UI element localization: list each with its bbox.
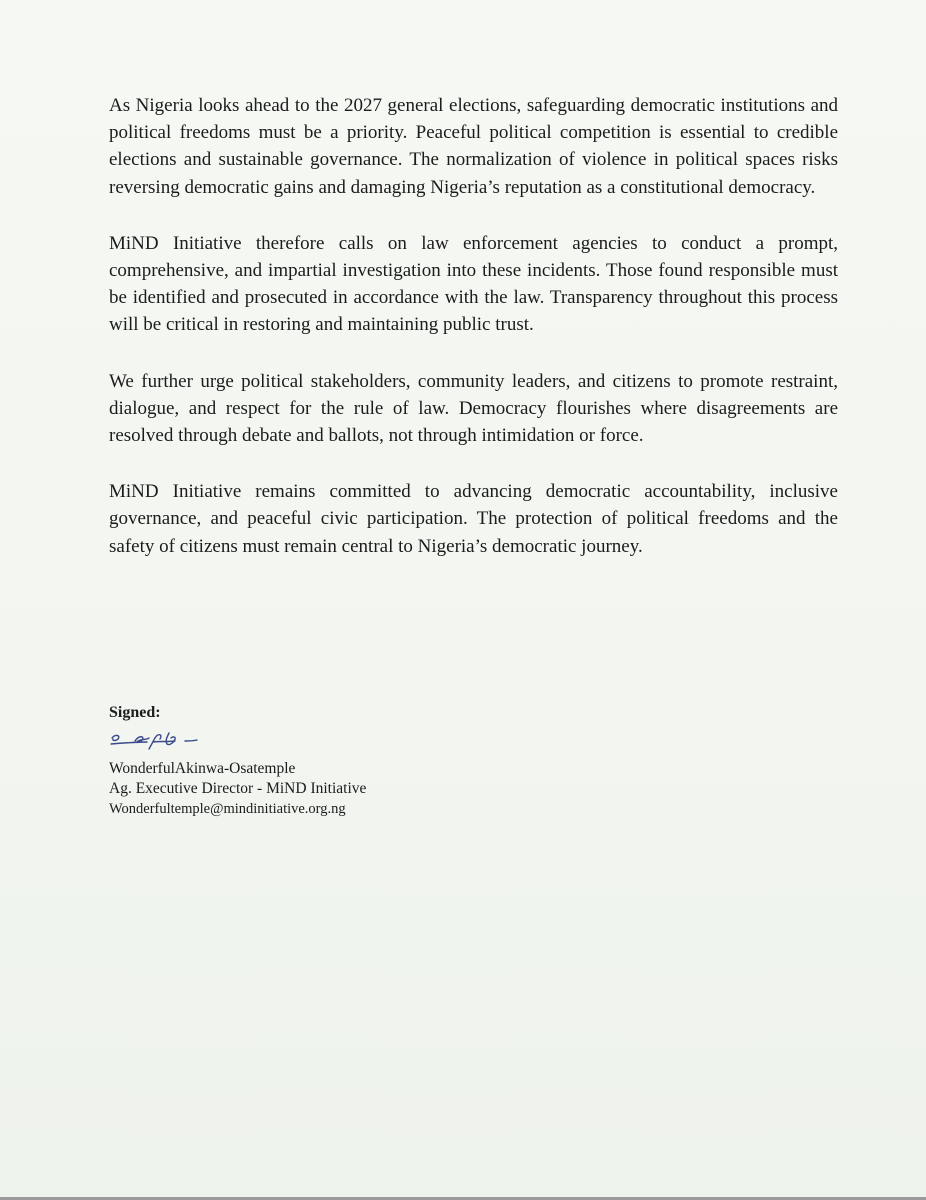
paragraph-investigation: MiND Initiative therefore calls on law enforcement agencies to conduct a prompt, comprehensive, and impartial investigation into these incidents. Those found responsible must be identified and prosecuted in accordance with the law. Transparency throughout this process will be critical in restoring and maintaining public trust. [109, 232, 838, 336]
paragraph-elections: As Nigeria looks ahead to the 2027 general elections, safeguarding democratic institutions and political freedoms must be a priority. Peaceful political competition is essential to credible elections and sustainable governance. The normalization of violence in political spaces risks reversing democratic gains and damaging Nigeria’s reputation as a constitutional democracy. [109, 95, 838, 198]
signed-label: Signed: [109, 704, 161, 721]
signature-block [109, 703, 509, 819]
paragraph-restraint: We further urge political stakeholders, community leaders, and citizens to promote restraint, dialogue, and respect for the rule of law. Democracy flourishes where disagreements are resolved through debate and ballots, not through intimidation or force. [109, 370, 838, 447]
signatory-name: WonderfulAkinwa-Osatemple [109, 760, 296, 777]
statement-body [109, 92, 838, 560]
signatory-title: Ag. Executive Director - MiND Initiative [109, 780, 367, 797]
signature-icon [109, 729, 201, 755]
paragraph-commitment: MiND Initiative remains committed to advancing democratic accountability, inclusive governance, and peaceful civic participation. The protection of political freedoms and the safety of citizens must remain central to Nigeria’s democratic journey. [109, 481, 838, 557]
signatory-email: Wonderfultemple@mindinitiative.org.ng [109, 801, 346, 817]
